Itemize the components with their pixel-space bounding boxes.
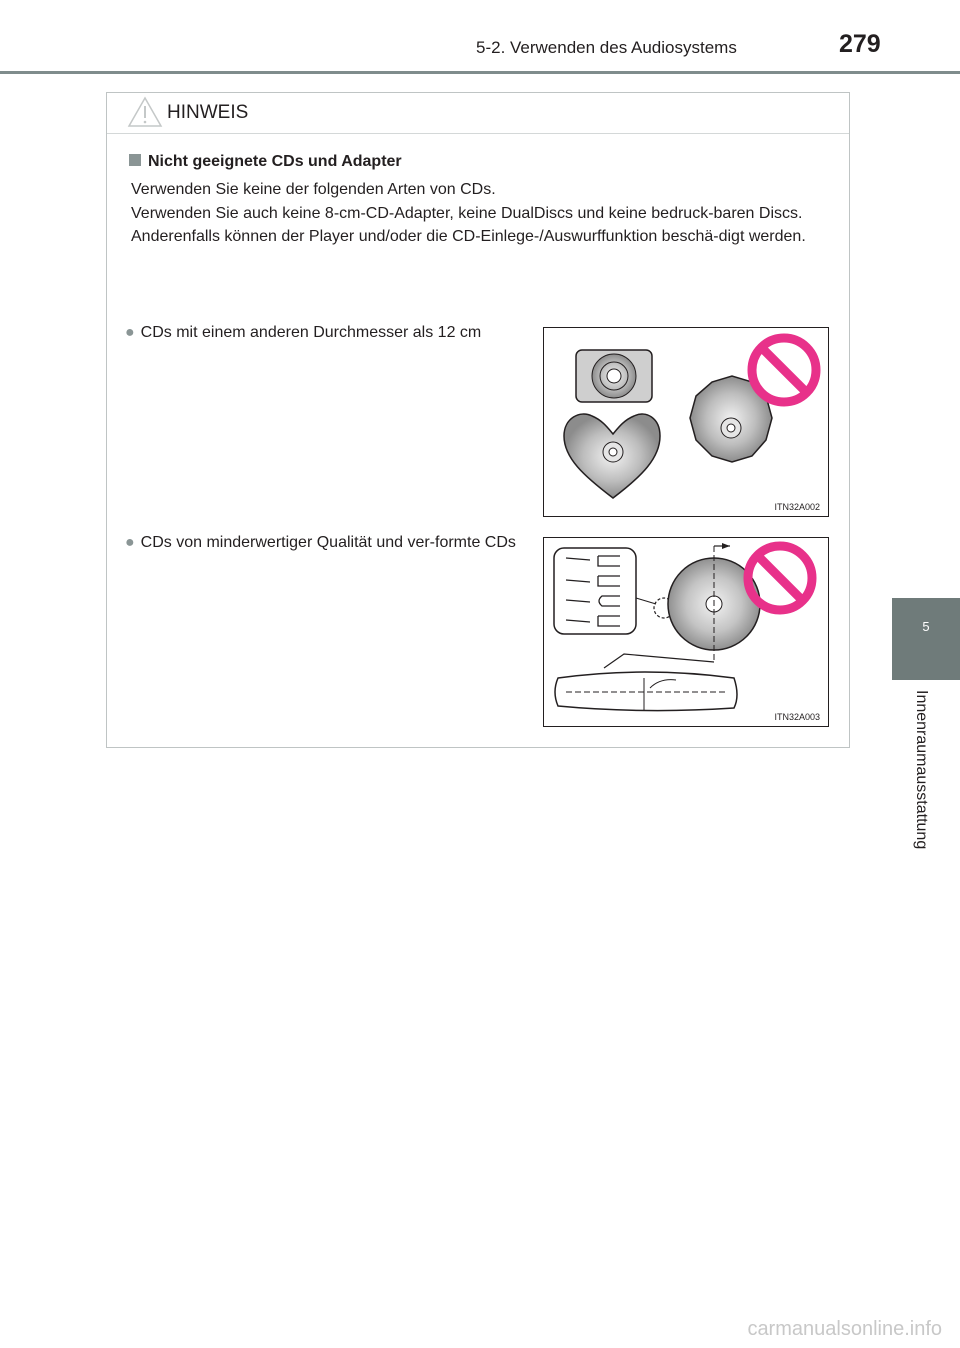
section-square-icon — [129, 154, 141, 166]
list-item-text: CDs von minderwertiger Qualität und ver-formte CDs — [140, 534, 516, 551]
watermark: carmanualsonline.info — [747, 1318, 942, 1340]
bullet-dot-icon: ● — [125, 534, 135, 551]
deformed-cds-illustration — [544, 538, 828, 726]
running-header: 5-2. Verwenden des Audiosystems — [476, 38, 737, 57]
note-box — [106, 92, 850, 748]
paragraph: Anderenfalls können der Player und/oder die CD-Einlege-/Auswurffunktion beschä-digt werden. — [131, 228, 806, 245]
chapter-number: 5 — [922, 619, 930, 634]
note-paragraphs — [131, 178, 841, 249]
chapter-tab — [892, 598, 960, 680]
figure-odd-shaped-cds — [543, 327, 829, 517]
paragraph: Verwenden Sie keine der folgenden Arten von CDs. — [131, 181, 496, 198]
chapter-label: Innenraumausstattung — [913, 690, 930, 850]
page-number: 279 — [839, 30, 881, 58]
paragraph: Verwenden Sie auch keine 8-cm-CD-Adapter, keine DualDiscs und keine bedruck-baren Discs. — [131, 204, 803, 222]
section-title — [129, 153, 402, 171]
note-title: HINWEIS — [167, 102, 249, 123]
warning-triangle-icon — [127, 95, 163, 129]
note-header — [107, 93, 849, 134]
figure-deformed-cds — [543, 537, 829, 727]
odd-shaped-cds-illustration — [544, 328, 828, 516]
list-item — [125, 321, 521, 345]
figure-code: ITN32A002 — [774, 502, 820, 512]
list-item-text: CDs mit einem anderen Durchmesser als 12 cm — [140, 324, 482, 341]
bullet-dot-icon: ● — [125, 324, 135, 341]
figure-code: ITN32A003 — [774, 712, 820, 722]
header-rule — [0, 71, 960, 74]
list-item — [125, 531, 521, 555]
section-title-text: Nicht geeignete CDs und Adapter — [148, 153, 402, 170]
